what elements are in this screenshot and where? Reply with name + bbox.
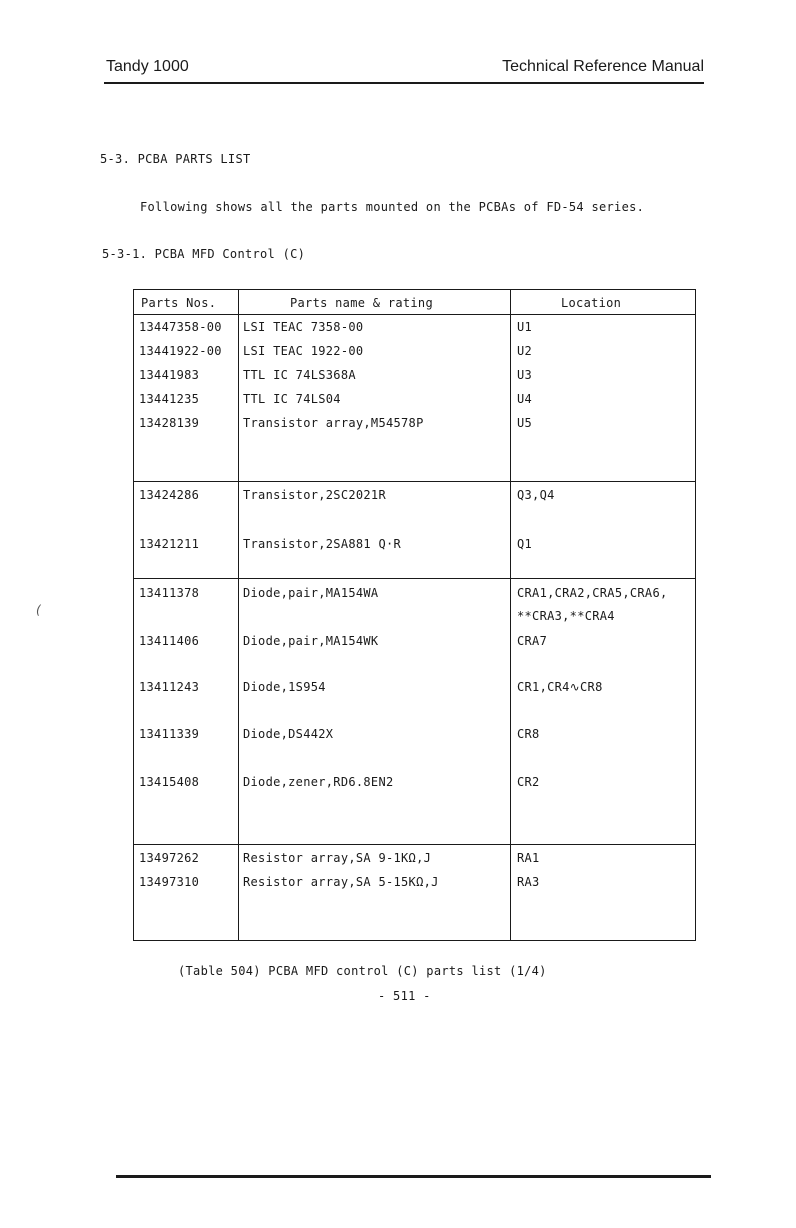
group-divider <box>133 844 696 845</box>
table-border-bottom <box>133 940 696 941</box>
cell-location: RA3 <box>517 875 540 889</box>
table-header-parts-name: Parts name & rating <box>290 296 433 310</box>
cell-part-name: Diode,1S954 <box>243 680 326 694</box>
table-header-location: Location <box>561 296 622 310</box>
cell-part-no: 13411339 <box>139 727 200 741</box>
cell-location: CR2 <box>517 775 540 789</box>
header-rule <box>104 82 704 84</box>
margin-mark: ( <box>36 603 41 617</box>
subsection-title: 5-3-1. PCBA MFD Control (C) <box>102 247 306 261</box>
cell-part-name: LSI TEAC 1922-00 <box>243 344 364 358</box>
cell-location: Q1 <box>517 537 533 551</box>
cell-part-name: Diode,DS442X <box>243 727 334 741</box>
cell-part-name: Diode,zener,RD6.8EN2 <box>243 775 394 789</box>
intro-paragraph: Following shows all the parts mounted on the PCBAs of FD-54 series. <box>140 200 645 214</box>
cell-part-name: TTL IC 74LS368A <box>243 368 356 382</box>
cell-part-name: Transistor,2SA881 Q·R <box>243 537 402 551</box>
cell-part-no: 13441983 <box>139 368 200 382</box>
cell-part-no: 13428139 <box>139 416 200 430</box>
cell-part-no: 13441235 <box>139 392 200 406</box>
cell-location: U2 <box>517 344 533 358</box>
cell-location: CRA7 <box>517 634 548 648</box>
cell-location: CR8 <box>517 727 540 741</box>
header-left: Tandy 1000 <box>106 58 189 75</box>
cell-location: Q3,Q4 <box>517 488 555 502</box>
cell-part-no: 13497262 <box>139 851 200 865</box>
cell-part-name: Resistor array,SA 9-1KΩ,J <box>243 851 432 865</box>
cell-part-name: Transistor array,M54578P <box>243 416 424 430</box>
table-caption: (Table 504) PCBA MFD control (C) parts list (1/4) <box>178 964 547 978</box>
cell-part-no: 13411406 <box>139 634 200 648</box>
cell-part-name: Diode,pair,MA154WK <box>243 634 379 648</box>
cell-location: U3 <box>517 368 533 382</box>
cell-part-no: 13421211 <box>139 537 200 551</box>
cell-location: U1 <box>517 320 533 334</box>
cell-part-no: 13441922-00 <box>139 344 222 358</box>
cell-part-name: TTL IC 74LS04 <box>243 392 341 406</box>
section-title: 5-3. PCBA PARTS LIST <box>100 152 251 166</box>
cell-part-no: 13411243 <box>139 680 200 694</box>
cell-location: CR1,CR4∿CR8 <box>517 680 603 694</box>
cell-location: U4 <box>517 392 533 406</box>
header-divider <box>133 314 696 315</box>
table-header-parts-no: Parts Nos. <box>141 296 217 310</box>
cell-location: CRA1,CRA2,CRA5,CRA6, <box>517 586 668 600</box>
header-right: Technical Reference Manual <box>502 58 704 75</box>
cell-part-no: 13424286 <box>139 488 200 502</box>
cell-location: RA1 <box>517 851 540 865</box>
page-number: - 511 - <box>378 989 431 1003</box>
cell-location: **CRA3,**CRA4 <box>517 609 615 623</box>
cell-part-name: Diode,pair,MA154WA <box>243 586 379 600</box>
cell-part-name: Transistor,2SC2021R <box>243 488 386 502</box>
cell-location: U5 <box>517 416 533 430</box>
footer-rule <box>116 1175 711 1178</box>
cell-part-name: Resistor array,SA 5-15KΩ,J <box>243 875 439 889</box>
table-border-top <box>133 289 696 290</box>
cell-part-no: 13497310 <box>139 875 200 889</box>
cell-part-no: 13415408 <box>139 775 200 789</box>
parts-table <box>133 289 696 941</box>
cell-part-no: 13447358-00 <box>139 320 222 334</box>
cell-part-no: 13411378 <box>139 586 200 600</box>
group-divider <box>133 578 696 579</box>
group-divider <box>133 481 696 482</box>
cell-part-name: LSI TEAC 7358-00 <box>243 320 364 334</box>
